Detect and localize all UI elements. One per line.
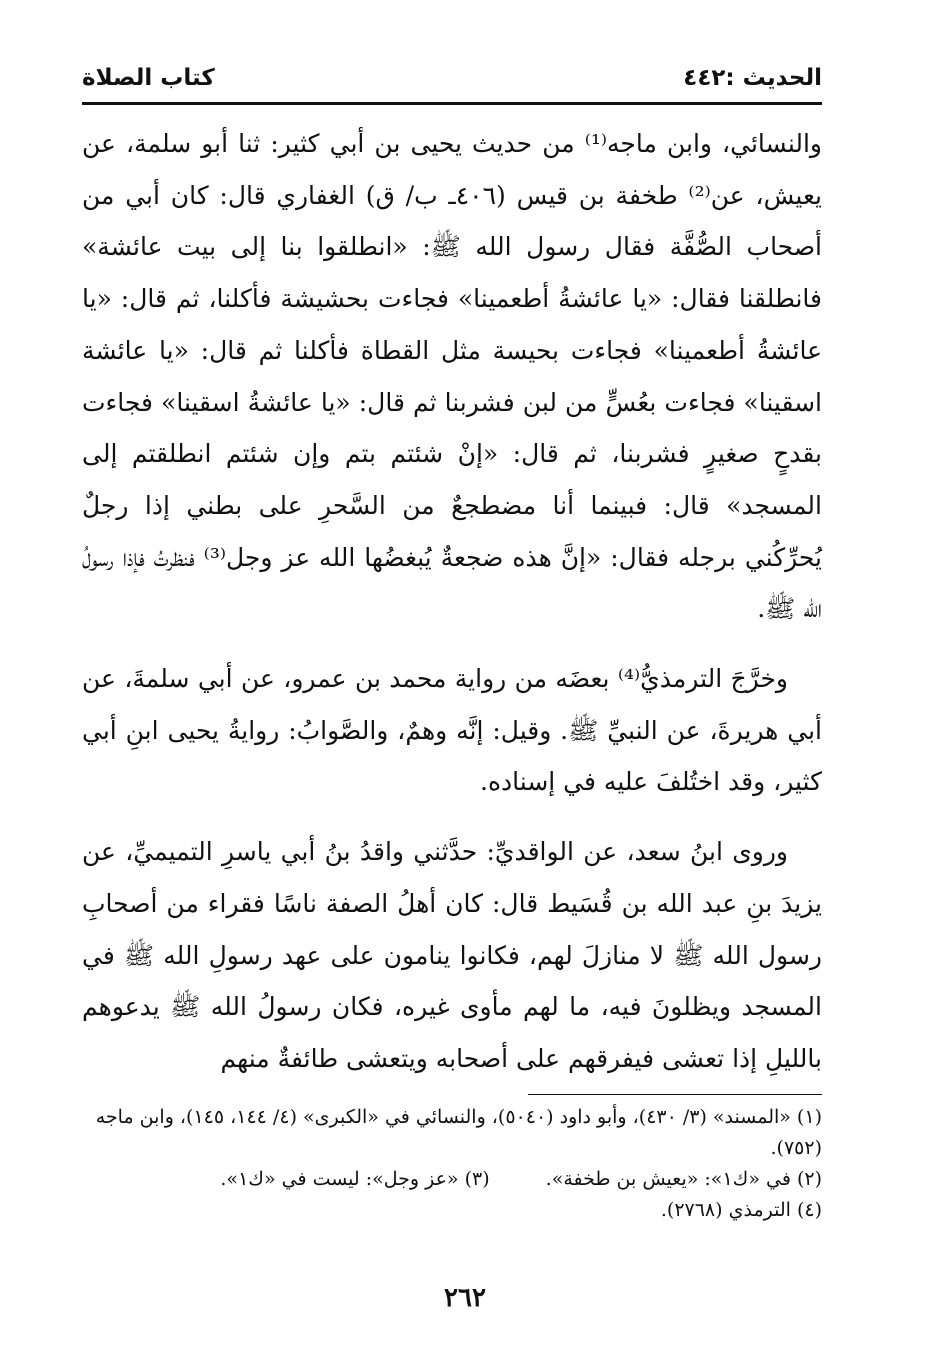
- footnote-4: (٤) الترمذي (٢٧٦٨).: [660, 1199, 822, 1221]
- footnote-1: (١) «المسند» (٣/ ٤٣٠)، وأبو داود (٥٠٤٠)، والنسائي في «الكبرى» (٤/ ١٤٤، ١٤٥)، وابن ماجه (٧٥٢).: [95, 1106, 822, 1159]
- paragraph-1: والنسائي، وابن ماجه⁽¹⁾ من حديث يحيى بن أبي كثير: ثنا أبو سلمة، عن يعيش، عن⁽²⁾ طخفة بن قيس (٤٠٦ـ ب/ ق) الغفاري قال: كان أبي من أصحاب الصُّفَّة فقال رسول الله ﷺ: «انطلقوا بنا إلى بيت عائشة» فانطلقنا فقال: «يا عائشةُ أطعمينا» فجاءت بحشيشة فأكلنا، ثم قال: «يا عائشةُ أطعمينا» فجاءت بحيسة مثل القطاة فأكلنا ثم قال: «يا عائشة اسقينا» فجاءت بعُسٍّ من لبن فشربنا ثم قال: «يا عائشةُ اسقينا» فجاءت بقدحٍ صغيرٍ فشربنا، ثم قال: «إنْ شئتم بتم وإن شئتم انطلقتم إلى المسجد» قال: فبينما أنا مضطجعٌ من السَّحرِ على بطني إذا رجلٌ يُحرِّكُني برجله فقال: «إنَّ هذه ضجعةٌ يُبغضُها الله عز وجل⁽³⁾ فنظرتُ فإذا رسولُ الله ﷺ.: [82, 129, 823, 624]
- hadith-number-label: الحديث :٤٤٢: [683, 65, 822, 91]
- running-header: [82, 58, 822, 98]
- footnotes: [82, 1102, 822, 1226]
- main-text: [82, 118, 822, 1085]
- paragraph-2: وخرَّجَ الترمذيُّ⁽⁴⁾ بعضَه من رواية محمد بن عمرو، عن أبي سلمةَ، عن أبي هريرةَ، عن النبيِّ ﷺ. وقيل: إنَّه وهمٌ، والصَّوابُ: روايةُ يحيى ابنِ أبي كثير، وقد اختُلفَ عليه في إسناده.: [82, 664, 822, 797]
- footnote-separator: [528, 1094, 822, 1095]
- footnote-row-2-3: [82, 1164, 822, 1195]
- paragraph-3: وروى ابنُ سعد، عن الواقديِّ: حدَّثني واقدُ بنُ أبي ياسرِ التميميِّ، عن يزيدَ بنِ عبد الله بن قُسَيط قال: كان أهلُ الصفة ناسًا فقراء من أصحابِ رسول الله ﷺ لا منازلَ لهم، فكانوا ينامون على عهد رسولِ الله ﷺ في المسجد ويظلونَ فيه، ما لهم مأوى غيره، فكان رسولُ الله ﷺ يدعوهم بالليلِ إذا تعشى فيفرقهم على أصحابه ويتعشى طائفةٌ منهم: [82, 837, 822, 1073]
- footnote-2: (٢) في «ك١»: «يعيش بن طخفة».: [545, 1168, 822, 1190]
- page-number: ٢٦٢: [444, 1283, 486, 1313]
- header-rule: [82, 102, 822, 105]
- book-title: كتاب الصلاة: [82, 65, 215, 91]
- footnote-3: (٣) «عز وجل»: ليست في «ك١».: [220, 1168, 490, 1190]
